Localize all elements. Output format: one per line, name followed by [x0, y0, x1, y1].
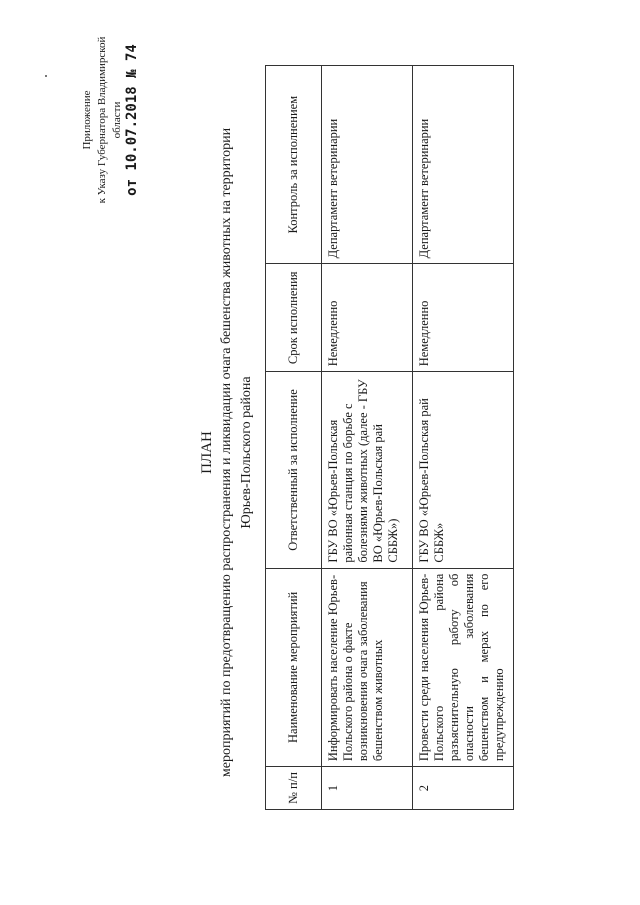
header-responsible: Ответственный за исполнение — [266, 372, 322, 568]
plan-district: Юрьев-Польского района — [239, 376, 254, 529]
appendix-block — [80, 35, 140, 205]
header-num: № п/п — [266, 767, 322, 810]
row-measure: Провести среди населения Юрьев-Польского района разъяснительную работу об опасности заболевания бешенством и мерах по его предупреждению — [413, 568, 514, 766]
plan-subtitle: мероприятий по предотвращению распространения и ликвидации очага бешенства животных на территории — [219, 127, 234, 778]
table-row — [322, 66, 413, 810]
row-measure: Информировать население Юрьев-Польского района о факте возникновения очага заболевания бешенством животных — [322, 568, 413, 766]
header-term: Срок исполнения — [266, 264, 322, 372]
header-measure: Наименование мероприятий — [266, 568, 322, 766]
row-responsible: ГБУ ВО «Юрьев-Польская районная станция по борьбе с болезнями животных (далее - ГБУ ВО «Юрьев-Польская рай СББЖ») — [322, 372, 413, 568]
row-responsible: ГБУ ВО «Юрьев-Польская рай СББЖ» — [413, 372, 514, 568]
table-header-row — [266, 66, 322, 810]
row-control: Департамент ветеринарии — [413, 66, 514, 264]
plan-heading — [197, 0, 257, 905]
row-num: 2 — [413, 767, 514, 810]
row-term: Немедленно — [322, 264, 413, 372]
row-control: Департамент ветеринарии — [322, 66, 413, 264]
header-control: Контроль за исполнением — [266, 66, 322, 264]
appendix-title: Приложение — [81, 90, 93, 150]
plan-title: ПЛАН — [199, 431, 215, 474]
appendix-date-line: от 10.07.2018 № 74 — [124, 44, 140, 196]
scan-speck — [45, 75, 47, 77]
table-row — [413, 66, 514, 810]
plan-table — [265, 65, 514, 810]
row-num: 1 — [322, 767, 413, 810]
row-term: Немедленно — [413, 264, 514, 372]
appendix-decree-line: к Указу Губернатора Владимирской области — [96, 36, 123, 204]
